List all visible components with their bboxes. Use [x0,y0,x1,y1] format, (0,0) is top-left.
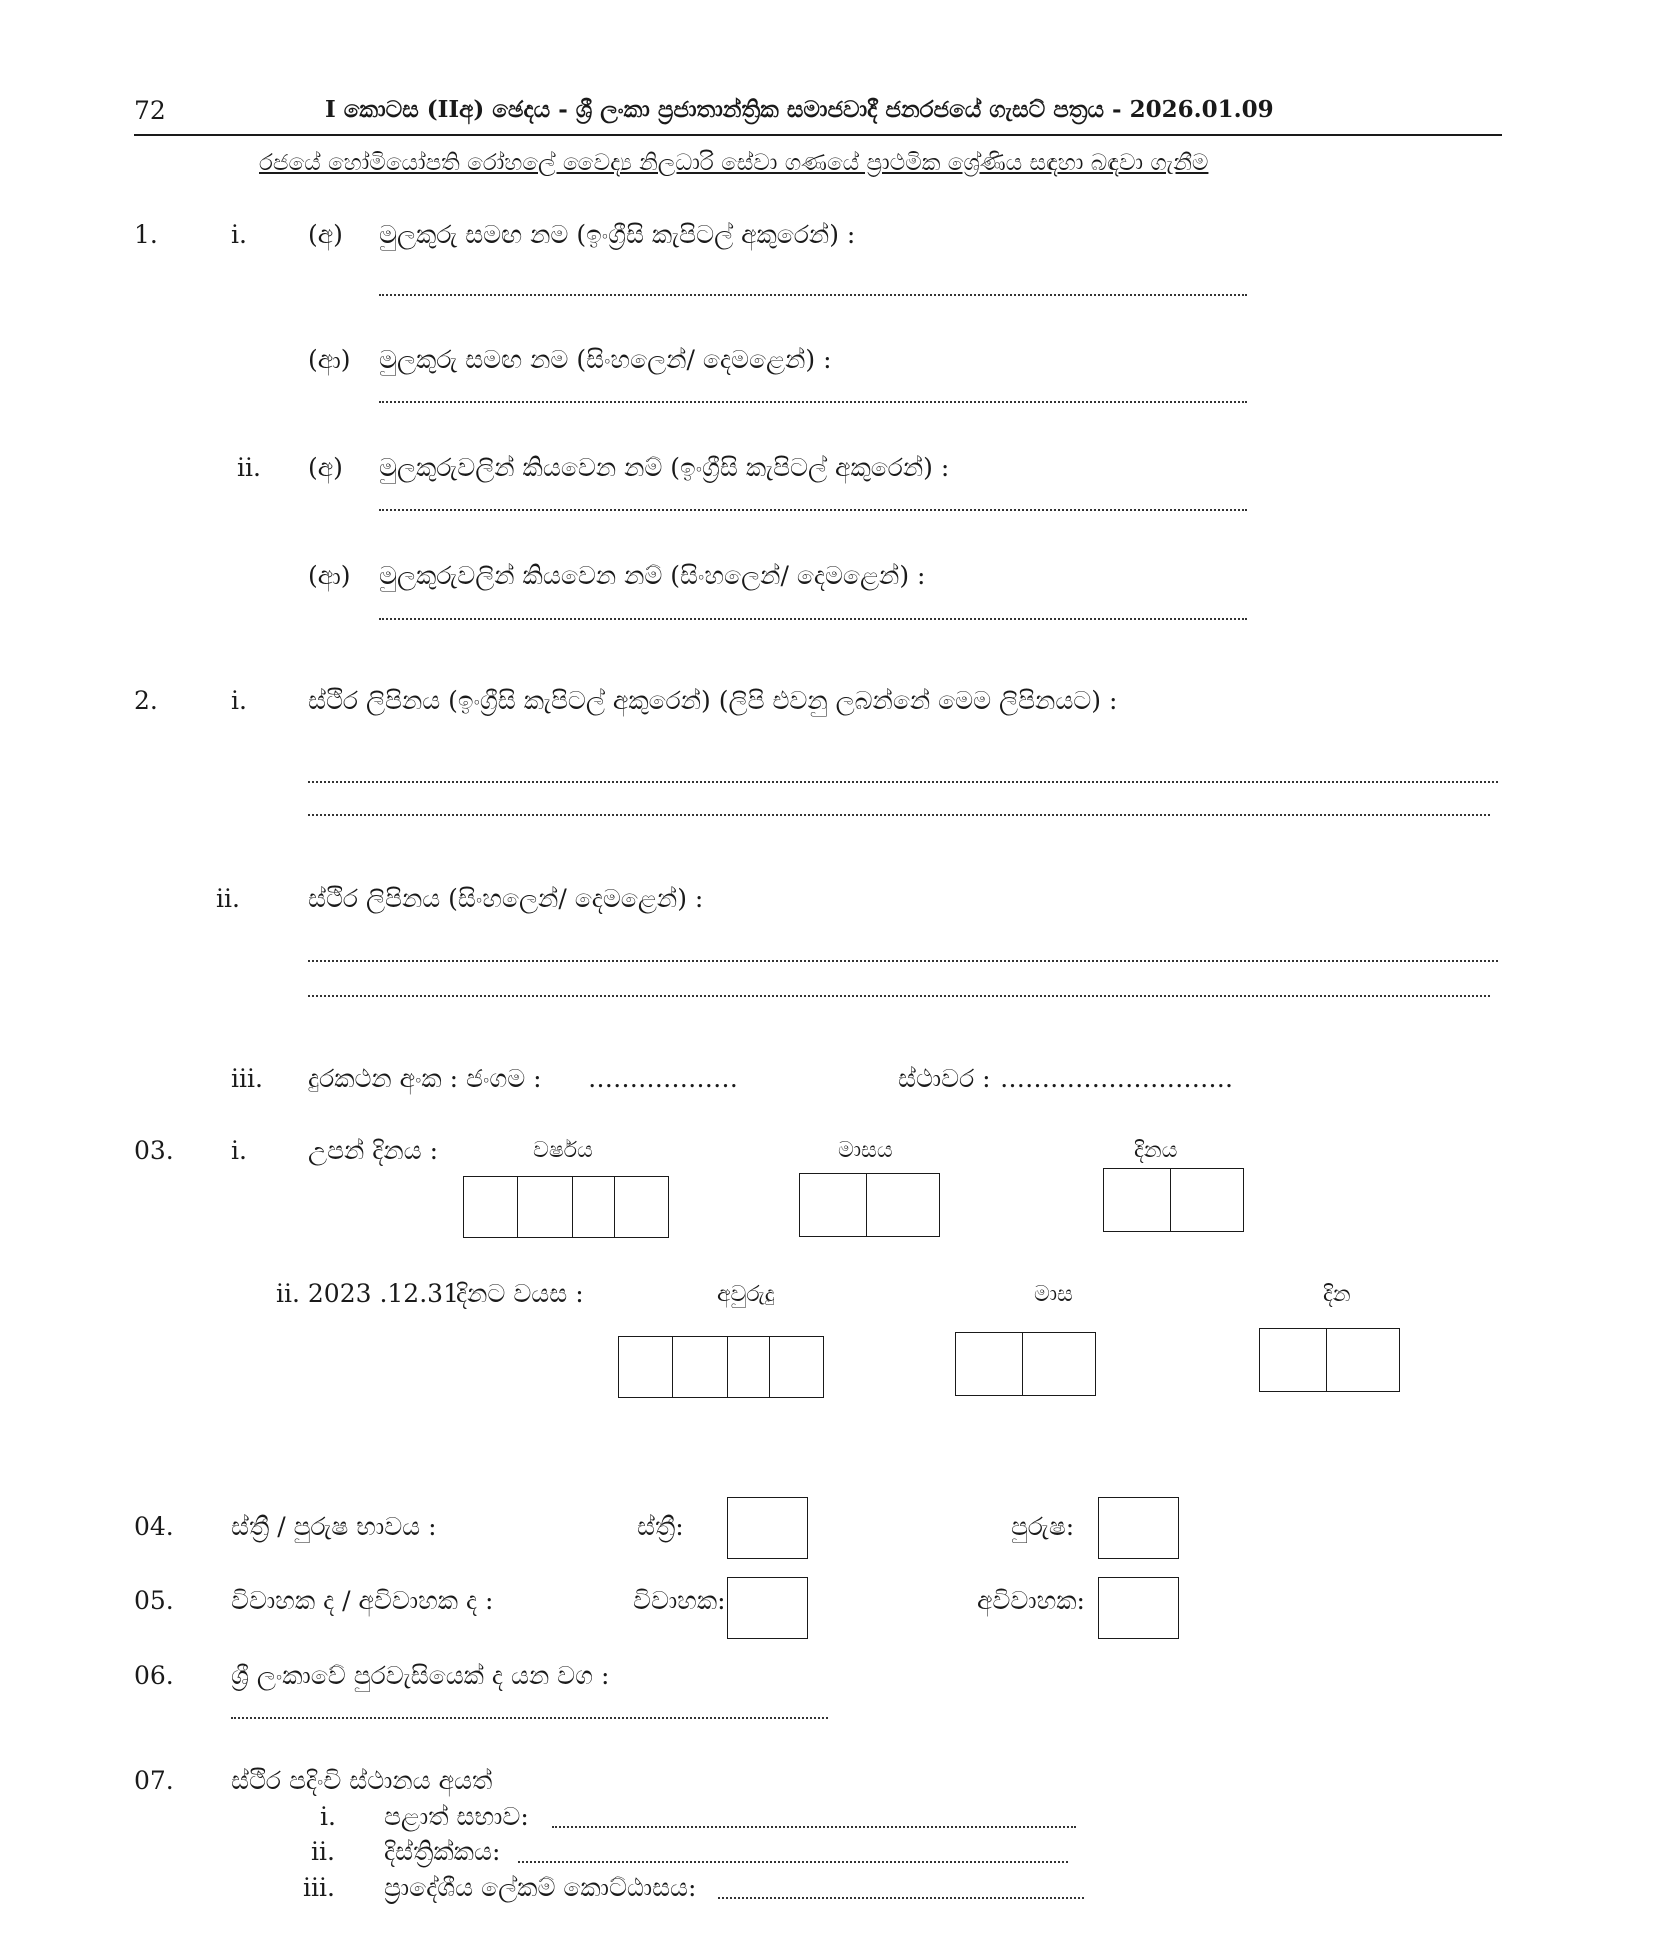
q1-i-aa-input-line[interactable] [379,401,1247,403]
male-label: පුරුෂ: [1011,1512,1075,1541]
form-title: රජයේ හෝමියෝපති රෝහලේ වෛද්‍ය නිලධාරි සේවා ගණයේ ප්‍රාථමික ශ්‍රේණිය සඳහා බඳවා ගැනීම [259,150,1209,176]
q2-i-input-line-1[interactable] [308,781,1498,783]
q6-input-line[interactable] [231,1717,828,1719]
ds-division-label: ප්‍රාදේශීය ලේකම් කොට්ඨාසය: [384,1873,697,1902]
page-number: 72 [134,96,166,125]
q7-item-number: ii. [311,1837,335,1866]
q3-i-number: i. [231,1136,247,1165]
dob-day-label: දිනය [1134,1138,1178,1163]
q2-ii-text: ස්ථිර ලිපිනය (සිංහලෙන්/ දෙමළෙන්) : [308,884,704,913]
q1-ii-aa-label: (ආ) [308,561,351,590]
q2-i-text: ස්ථිර ලිපිනය (ඉංග්‍රීසි කැපිටල් අකුරෙන්) (ලිපි එවනු ලබන්නේ මෙම ලිපිනයට) : [308,686,1118,715]
age-years-label: අවුරුදු [717,1282,775,1307]
district-label: දිස්ත්‍රික්කය: [384,1837,501,1866]
q1-i-number: i. [231,220,247,249]
q1-ii-a-label: (අ) [308,453,343,482]
q2-iii-number: iii. [231,1064,263,1093]
q1-number: 1. [134,220,158,249]
age-years-boxes[interactable] [618,1336,824,1398]
q2-number: 2. [134,686,158,715]
q4-text: ස්ත්‍රී / පුරුෂ භාවය : [231,1512,437,1541]
q1-i-aa-text: මුලකුරු සමඟ නම (සිංහලෙන්/ දෙමළෙන්) : [379,345,832,374]
q1-ii-a-text: මුලකුරුවලින් කියවෙන නම් (ඉංග්‍රීසි කැපිටල් අකුරෙන්) : [379,453,950,482]
district-input-line[interactable] [518,1861,1068,1863]
q1-i-aa-label: (ආ) [308,345,351,374]
q7-number: 07. [134,1766,174,1795]
q7-text: ස්ථිර පදිංචි ස්ථානය අයත් [231,1766,493,1795]
dob-month-boxes[interactable] [799,1173,940,1237]
q1-ii-aa-input-line[interactable] [379,618,1247,620]
q2-i-input-line-2[interactable] [308,814,1490,816]
age-months-boxes[interactable] [955,1332,1096,1396]
province-label: පළාත් සභාව: [384,1802,529,1831]
q6-text: ශ්‍රී ලංකාවේ පුරවැසියෙක් ද යන වග : [231,1661,610,1690]
q3-ii-label: දිනට වයස : [456,1279,584,1308]
q1-ii-number: ii. [237,453,261,482]
mobile-input[interactable]: ……………… [588,1064,738,1093]
age-days-label: දින [1323,1282,1351,1307]
male-checkbox[interactable] [1098,1497,1179,1559]
q3-number: 03. [134,1136,174,1165]
q2-i-number: i. [231,686,247,715]
fixed-phone-label: ස්ථාවර : [898,1064,991,1093]
q1-ii-a-input-line[interactable] [379,509,1247,511]
q7-item-number: iii. [303,1873,335,1902]
q5-text: විවාහක ද / අවිවාහක ද : [231,1586,494,1615]
female-label: ස්ත්‍රී: [637,1512,684,1541]
q2-iii-text: දුරකථන අංක : ජංගම : [308,1064,542,1093]
q1-i-a-label: (අ) [308,220,343,249]
married-checkbox[interactable] [727,1577,808,1639]
dob-month-label: මාසය [838,1138,893,1163]
dob-day-boxes[interactable] [1103,1168,1244,1232]
q1-i-a-input-line[interactable] [379,294,1247,296]
q1-i-a-text: මුලකුරු සමඟ නම (ඉංග්‍රීසි කැපිටල් අකුරෙන්) : [379,220,856,249]
q4-number: 04. [134,1512,174,1541]
q2-ii-input-line-2[interactable] [308,995,1490,997]
q3-i-text: උපන් දිනය : [308,1136,438,1165]
dob-year-label: වර්ෂය [533,1138,593,1163]
female-checkbox[interactable] [727,1497,808,1559]
ds-division-input-line[interactable] [718,1897,1084,1899]
q7-item-number: i. [320,1802,336,1831]
fixed-phone-input[interactable]: ………………………. [1000,1064,1233,1093]
q6-number: 06. [134,1661,174,1690]
dob-year-boxes[interactable] [463,1176,669,1238]
q1-ii-aa-text: මුලකුරුවලින් කියවෙන නම් (සිංහලෙන්/ දෙමළෙන්) : [379,561,926,590]
q3-ii-text: ii. 2023 .12.31 [276,1279,459,1308]
married-label: විවාහක: [633,1586,726,1615]
q5-number: 05. [134,1586,174,1615]
province-input-line[interactable] [552,1826,1076,1828]
unmarried-checkbox[interactable] [1098,1577,1179,1639]
age-months-label: මාස [1034,1282,1073,1307]
age-days-boxes[interactable] [1259,1328,1400,1392]
q2-ii-input-line-1[interactable] [308,960,1498,962]
header-rule [134,134,1502,136]
q2-ii-number: ii. [216,884,240,913]
running-title: I කොටස (IIඅ) ඡෙදය - ශ්‍රී ලංකා ප්‍රජාතාන්ත්‍රික සමාජවාදී ජනරජයේ ගැසට් පත්‍රය - 2026.01.09 [325,96,1274,123]
unmarried-label: අවිවාහක: [977,1586,1085,1615]
